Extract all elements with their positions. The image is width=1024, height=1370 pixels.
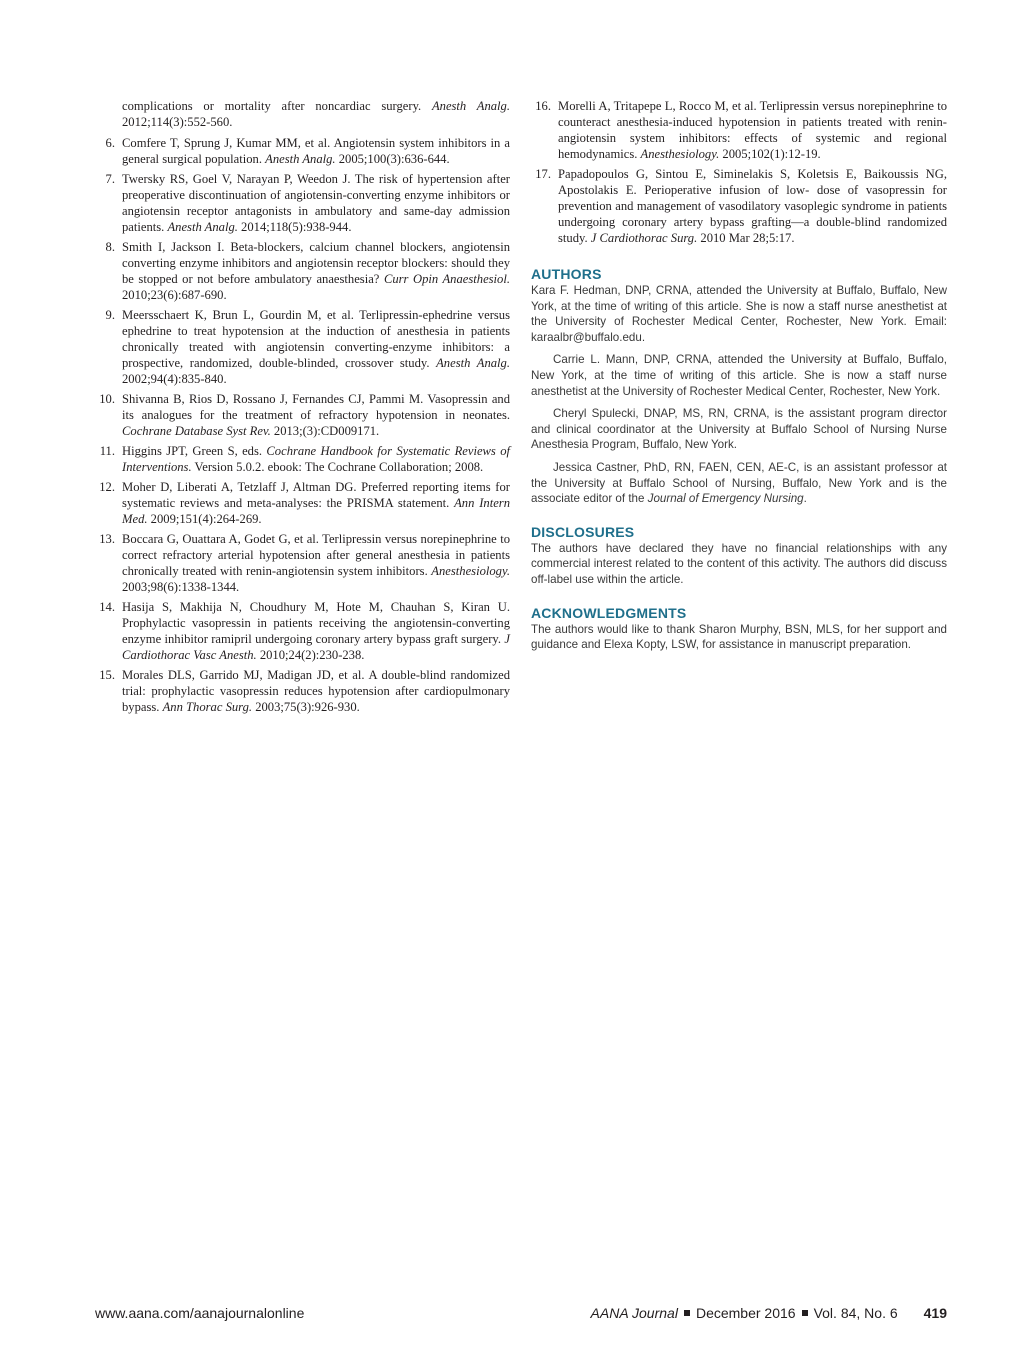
footer-journal: AANA Journal xyxy=(590,1305,678,1321)
reference-journal: Anesth Analg. xyxy=(431,99,510,113)
reference-item xyxy=(95,171,510,235)
reference-number: 15. xyxy=(99,668,115,682)
reference-item xyxy=(531,166,947,246)
reference-journal: J Cardiothorac Surg. xyxy=(590,231,698,245)
reference-number: 13. xyxy=(99,532,115,546)
reference-text: Boccara G, Ouattara A, Godet G, et al. Terlipressin versus norepinephrine to correct refractory arterial hypotension after general anesthesia in patients chronically treated with renin-angiotensin system inhibitors. xyxy=(122,532,510,578)
reference-item xyxy=(95,391,510,439)
author-bio-mann: Carrie L. Mann, DNP, CRNA, attended the University at Buffalo, Buffalo, New York, at the time of writing of this article. She is now a staff nurse anesthetist at the University of Rochester Medical Center, Rochester, New York. xyxy=(531,353,947,398)
reference-text: Meersschaert K, Brun L, Gourdin M, et al. Terlipressin-ephedrine versus ephedrine to treat hypotension at the induction of anesthesia in patients chronically treated with angiotensin converting-enzyme inhibitors: a prospective, randomized, double-blinded, crossover study. xyxy=(122,308,510,370)
reference-text: Smith I, Jackson I. Beta-blockers, calcium channel blockers, angiotensin converting enzyme inhibitors and angiotensin receptor blockers: should they be stopped or not before ambulatory anaesthesia? xyxy=(122,240,510,286)
reference-journal: Anesth Analg. xyxy=(265,152,336,166)
reference-item xyxy=(95,479,510,527)
reference-citation-details: 2013;(3):CD009171. xyxy=(270,424,380,438)
reference-item xyxy=(95,239,510,303)
reference-text: complications or mortality after noncardiac surgery. xyxy=(122,99,432,113)
footer-date: December 2016 xyxy=(695,1305,796,1321)
separator-square-icon xyxy=(684,1310,690,1316)
author-bio-castner-text: Jessica Castner, PhD, RN, FAEN, CEN, AE-C, is an assistant professor at the University at Buffalo School of Nursing, Buffalo, New York and is the associate editor of the xyxy=(531,460,947,506)
reference-journal: Anesth Analg. xyxy=(436,356,510,370)
footer-volume: Vol. 84, No. 6 xyxy=(813,1305,898,1321)
reference-journal: Ann Intern Med. xyxy=(122,496,510,526)
reference-item xyxy=(95,531,510,595)
author-bio-spulecki: Cheryl Spulecki, DNAP, MS, RN, CRNA, is the assistant program director and clinical coordinator at the University at Buffalo School of Nursing Nurse Anesthesia Program, Buffalo, New York. xyxy=(531,407,947,452)
reference-number: 10. xyxy=(99,392,115,406)
reference-number: 11. xyxy=(99,444,115,458)
reference-list-right xyxy=(531,98,947,246)
reference-number: 12. xyxy=(99,480,115,494)
disclosures-text: The authors have declared they have no financial relationships with any commercial interest related to the content of this activity. The authors did discuss off-label use within the article. xyxy=(531,541,947,586)
reference-citation-details: Version 5.0.2. ebook: The Cochrane Collaboration; 2008. xyxy=(191,460,484,474)
reference-item xyxy=(531,98,947,162)
reference-list-left xyxy=(95,98,510,719)
reference-citation-details: 2003;75(3):926-930. xyxy=(252,700,360,714)
reference-item xyxy=(95,599,510,663)
reference-text: Comfere T, Sprung J, Kumar MM, et al. Angiotensin system inhibitors in a general surgical population. xyxy=(122,136,510,166)
reference-journal: Cochrane Handbook for Systematic Reviews of Interventions. xyxy=(122,444,510,474)
footer-url[interactable]: www.aana.com/aanajournalonline xyxy=(95,1305,305,1321)
authors-heading: AUTHORS xyxy=(531,266,602,282)
reference-text: Papadopoulos G, Sintou E, Siminelakis S, Koletsis E, Baikoussis NG, Apostolakis E. Perioperative infusion of low- dose of vasopressin for prevention and management of vasodilatory vasoplegic syndrome in patients undergoing coronary artery bypass grafting—a double-blind randomized study. xyxy=(558,167,947,245)
reference-journal: Ann Thorac Surg. xyxy=(162,700,253,714)
acknowledgments-text: The authors would like to thank Sharon Murphy, BSN, MLS, for her support and guidance and Elexa Kopty, LSW, for assistance in manuscript preparation. xyxy=(531,622,947,652)
reference-number: 6. xyxy=(105,136,115,150)
authors-section xyxy=(531,266,947,507)
reference-text: Moher D, Liberati A, Tetzlaff J, Altman DG. Preferred reporting items for systematic reviews and meta-analyses: the PRISMA statement. xyxy=(122,480,510,510)
reference-number: 17. xyxy=(535,167,551,181)
reference-number: 7. xyxy=(105,172,115,186)
reference-text: Morales DLS, Garrido MJ, Madigan JD, et al. A double-blind randomized trial: prophylactic vasopressin reduces hypotension after cardiopulmonary bypass. xyxy=(122,668,510,714)
author-bio-castner-tail: . xyxy=(803,492,807,506)
reference-journal: Curr Opin Anaesthesiol. xyxy=(383,272,510,286)
reference-item xyxy=(95,443,510,475)
disclosures-section xyxy=(531,524,947,588)
reference-text: Shivanna B, Rios D, Rossano J, Fernandes CJ, Pammi M. Vasopressin and its analogues for the treatment of refractory hypotension in neonates. xyxy=(122,392,510,422)
author-bio-castner-journal: Journal of Emergency Nursing xyxy=(647,492,804,506)
footer-citation xyxy=(591,1305,947,1321)
reference-number: 16. xyxy=(535,99,551,113)
reference-text: Higgins JPT, Green S, eds. xyxy=(122,444,267,458)
reference-citation-details: 2005;100(3):636-644. xyxy=(335,152,450,166)
acknowledgments-section xyxy=(531,605,947,653)
reference-item xyxy=(95,307,510,387)
disclosures-heading: DISCLOSURES xyxy=(531,523,635,540)
reference-citation-details: 2009;151(4):264-269. xyxy=(147,512,262,526)
page-number: 419 xyxy=(923,1305,947,1321)
reference-citation-details: 2012;114(3):552-560. xyxy=(122,115,233,129)
reference-journal: J Cardiothorac Vasc Anesth. xyxy=(122,632,510,662)
acknowledgments-heading: ACKNOWLEDGMENTS xyxy=(531,604,687,621)
reference-journal: Cochrane Database Syst Rev. xyxy=(122,424,271,438)
author-bio-castner xyxy=(531,460,947,507)
reference-item xyxy=(95,667,510,715)
reference-item xyxy=(95,135,510,167)
reference-citation-details: 2010;23(6):687-690. xyxy=(122,288,227,302)
separator-square-icon xyxy=(802,1310,808,1316)
reference-journal: Anesthesiology. xyxy=(640,147,720,161)
reference-number: 8. xyxy=(105,240,115,254)
reference-journal: Anesth Analg. xyxy=(167,220,238,234)
reference-citation-details: 2010 Mar 28;5:17. xyxy=(697,231,795,245)
reference-text: Hasija S, Makhija N, Choudhury M, Hote M, Chauhan S, Kiran U. Prophylactic vasopressin in patients receiving the angiotensin-converting enzyme inhibitor ramipril undergoing coronary artery bypass graft surgery. xyxy=(122,600,510,646)
reference-citation-details: 2010;24(2):230-238. xyxy=(256,648,365,662)
reference-text: Twersky RS, Goel V, Narayan P, Weedon J. The risk of hypertension after preoperative discontinuation of angiotensin-converting enzyme inhibitors or angiotensin receptor antagonists in ambulatory and same-day admission patients. xyxy=(122,172,510,234)
reference-citation-details: 2014;118(5):938-944. xyxy=(237,220,352,234)
reference-number: 9. xyxy=(105,308,115,322)
reference-journal: Anesthesiology. xyxy=(431,564,510,578)
right-column xyxy=(531,98,947,660)
reference-citation-details: 2003;98(6):1338-1344. xyxy=(122,580,240,594)
author-bio-hedman: Kara F. Hedman, DNP, CRNA, attended the University at Buffalo, Buffalo, New York, at the time of writing of this article. She is now a staff nurse anesthetist at the University of Rochester Medical Center, Rochester, New York. Email: karaalbr@buffalo.edu. xyxy=(531,284,947,344)
reference-item xyxy=(95,98,510,130)
reference-citation-details: 2005;102(1):12-19. xyxy=(719,147,821,161)
reference-citation-details: 2002;94(4):835-840. xyxy=(122,372,227,386)
reference-text: Morelli A, Tritapepe L, Rocco M, et al. Terlipressin versus norepinephrine to counteract anesthesia-induced hypotension in patients treated with renin-angiotensin system inhibitors: effects of systemic and regional hemodynamics. xyxy=(558,99,947,161)
reference-number: 14. xyxy=(99,600,115,614)
